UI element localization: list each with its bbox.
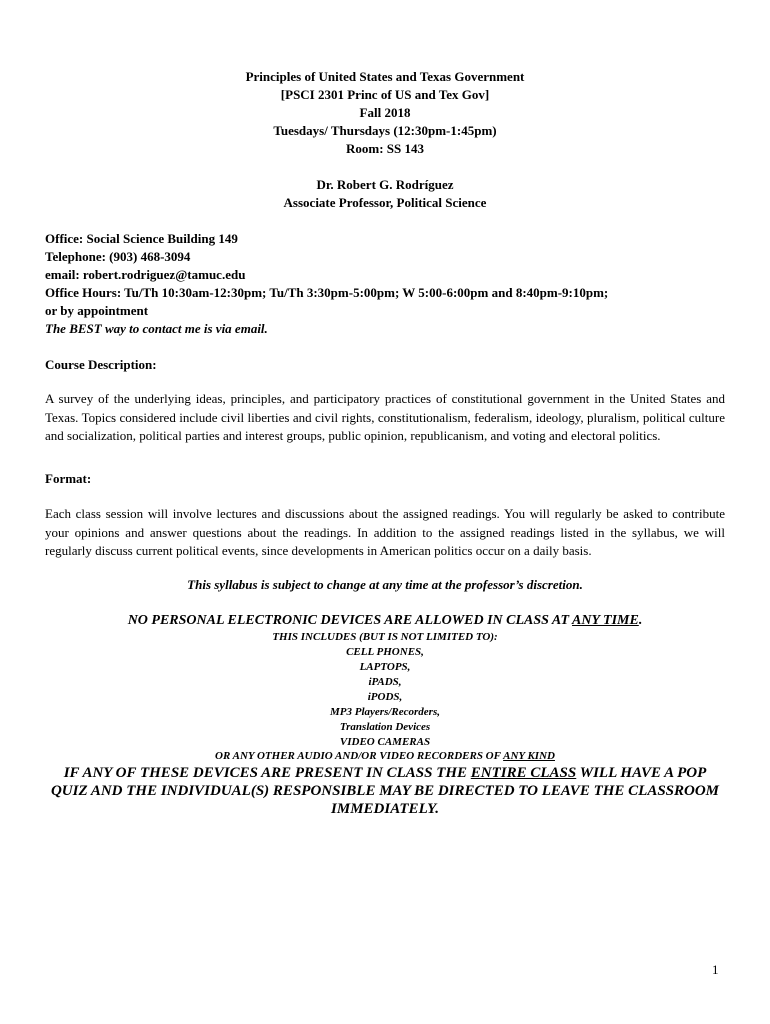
course-title: Principles of United States and Texas Government: [245, 69, 525, 84]
devices-other: [0, 749, 770, 764]
best-contact-note: The BEST way to contact me is via email.: [45, 321, 268, 336]
syllabus-change-notice: This syllabus is subject to change at any time at the professor’s discretion.: [187, 577, 583, 592]
warning-suffix: WILL HAVE A POP: [576, 765, 707, 781]
devices-rule-prefix: NO PERSONAL ELECTRONIC DEVICES ARE ALLOWED IN CLASS AT: [127, 613, 573, 628]
telephone: Telephone: (903) 468-3094: [45, 249, 191, 264]
course-room: Room: SS 143: [345, 141, 424, 156]
device-item: LAPTOPS,: [359, 661, 411, 673]
warning-prefix: IF ANY OF THESE DEVICES ARE PRESENT IN CLASS THE: [63, 765, 471, 781]
device-item: iPODS,: [367, 691, 403, 703]
devices-rule: [0, 612, 770, 629]
format-heading: Format:: [45, 471, 92, 486]
appointment-note: or by appointment: [45, 303, 149, 318]
warning-line-2: QUIZ AND THE INDIVIDUAL(S) RESPONSIBLE MAY BE DIRECTED TO LEAVE THE CLASSROOM: [50, 783, 720, 799]
device-item: VIDEO CAMERAS: [339, 736, 431, 748]
devices-includes: THIS INCLUDES (BUT IS NOT LIMITED TO):: [272, 631, 498, 643]
devices-rule-emphasis: ANY TIME: [572, 613, 639, 628]
warning-line-3: IMMEDIATELY.: [331, 801, 439, 817]
devices-other-prefix: OR ANY OTHER AUDIO AND/OR VIDEO RECORDERS OF: [215, 750, 504, 762]
format-text: Each class session will involve lectures and discussions about the assigned readings. You will regularly be asked to contribute your opinions and answer questions about the readings. In addition to the assigned readings listed in the syllabus, we will regularly discuss current political events, since developments in American politics occur on a daily basis.: [45, 506, 725, 558]
device-item: Translation Devices: [339, 721, 431, 733]
office-hours: Office Hours: Tu/Th 10:30am-12:30pm; Tu/Th 3:30pm-5:00pm; W 5:00-6:00pm and 8:40pm-9:10pm;: [45, 285, 609, 300]
device-item: CELL PHONES,: [346, 646, 424, 658]
course-term: Fall 2018: [359, 105, 411, 120]
instructor-title: Associate Professor, Political Science: [283, 195, 487, 210]
course-code: [PSCI 2301 Princ of US and Tex Gov]: [280, 87, 490, 102]
device-item: MP3 Players/Recorders,: [330, 706, 440, 718]
course-schedule: Tuesdays/ Thursdays (12:30pm-1:45pm): [273, 123, 497, 138]
warning-line-1: [0, 764, 770, 783]
devices-other-emphasis: ANY KIND: [503, 750, 555, 762]
course-description-heading: Course Description:: [45, 357, 157, 372]
office-location: Office: Social Science Building 149: [45, 231, 238, 246]
instructor-name: Dr. Robert G. Rodríguez: [316, 177, 454, 192]
page-number: 1: [712, 962, 719, 977]
email: email: robert.rodriguez@tamuc.edu: [45, 267, 246, 282]
device-item: iPADS,: [368, 676, 402, 688]
course-description-text: A survey of the underlying ideas, principles, and participatory practices of constitutional government in the United States and Texas. Topics considered include civil liberties and civil rights, constitutionalism, federalism, ideology, pluralism, political culture and socialization, political parties and interest groups, public opinion, republicanism, and voting and electoral politics.: [45, 391, 725, 443]
devices-rule-suffix: .: [638, 613, 643, 628]
warning-emphasis: ENTIRE CLASS: [470, 765, 577, 781]
